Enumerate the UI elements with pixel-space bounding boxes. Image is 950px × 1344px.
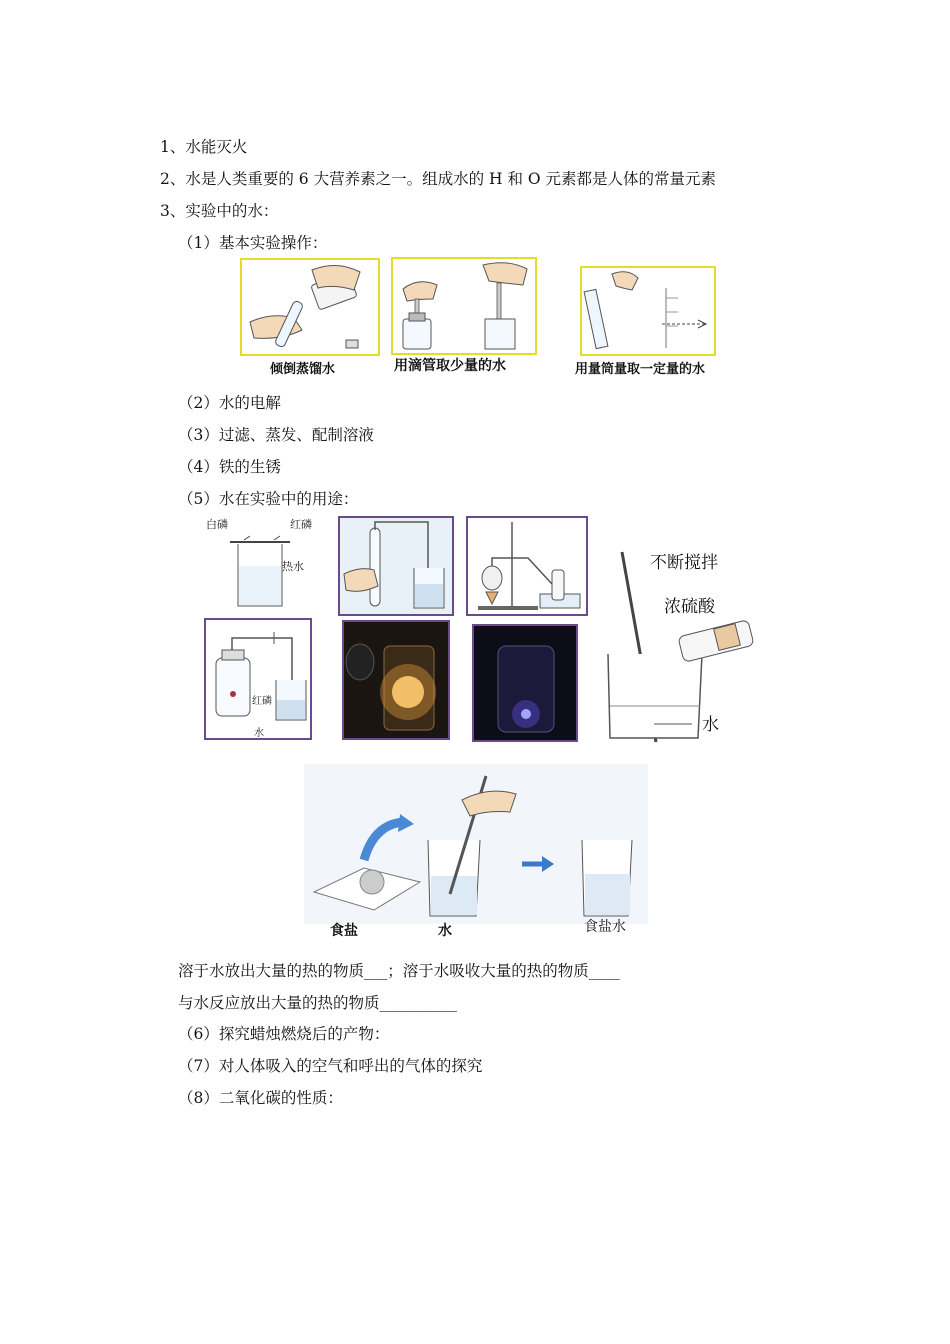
caption-dropper: 用滴管取少量的水 [394,358,506,374]
subitem-3: （3）过滤、蒸发、配制溶液 [178,426,374,444]
label-water-bold: 水 [438,923,452,938]
caption-pour-water: 倾倒蒸馏水 [270,362,336,377]
question-2: 与水反应放出大量的热的物质__________ [178,994,458,1012]
label-water-small: 水 [254,728,264,739]
subitem-7: （7）对人体吸入的空气和呼出的气体的探究 [178,1057,483,1075]
item-1: 1、水能灭火 [160,138,248,156]
figure-graduated-cylinder [580,266,716,356]
label-red-phosphorus: 红磷 [290,518,312,531]
label-salt: 食盐 [330,923,358,938]
label-white-phosphorus: 白磷 [206,518,228,531]
figure-dropper [391,257,537,355]
figure-salt-dissolving [304,764,648,938]
item-3: 3、实验中的水： [160,202,279,220]
label-concentrated-acid: 浓硫酸 [664,597,715,617]
label-hot-water: 热水 [282,560,304,573]
subitem-2: （2）水的电解 [178,394,281,412]
figure-bottle-red-phosphorus [204,618,312,740]
figure-distillation-setup [466,516,588,616]
question-1: 溶于水放出大量的热的物质___；溶于水吸收大量的热的物质____ [178,962,620,980]
figure-iron-burning [342,620,450,740]
figure-pour-water [240,258,380,356]
subitem-4: （4）铁的生锈 [178,458,281,476]
subitem-5: （5）水在实验中的用途： [178,490,359,508]
label-red-phosphorus-2: 红磷 [252,696,272,707]
figure-acid-dilution [598,546,762,750]
label-salt-water: 食盐水 [584,919,626,935]
figure-sulfur-burning [472,624,578,742]
label-water: 水 [702,715,719,735]
subitem-6: （6）探究蜡烛燃烧后的产物： [178,1025,390,1043]
caption-graduated-cylinder: 用量筒量取一定量的水 [575,362,706,377]
label-stir: 不断搅拌 [650,553,718,573]
subitem-1: （1）基本实验操作： [178,234,328,252]
figure-phosphorus-beaker [204,514,320,614]
subitem-8: （8）二氧化碳的性质： [178,1089,343,1107]
item-2: 2、水是人类重要的 6 大营养素之一。组成水的 H 和 O 元素都是人体的常量元素 [160,170,717,188]
figure-test-tube-beaker [338,516,454,616]
